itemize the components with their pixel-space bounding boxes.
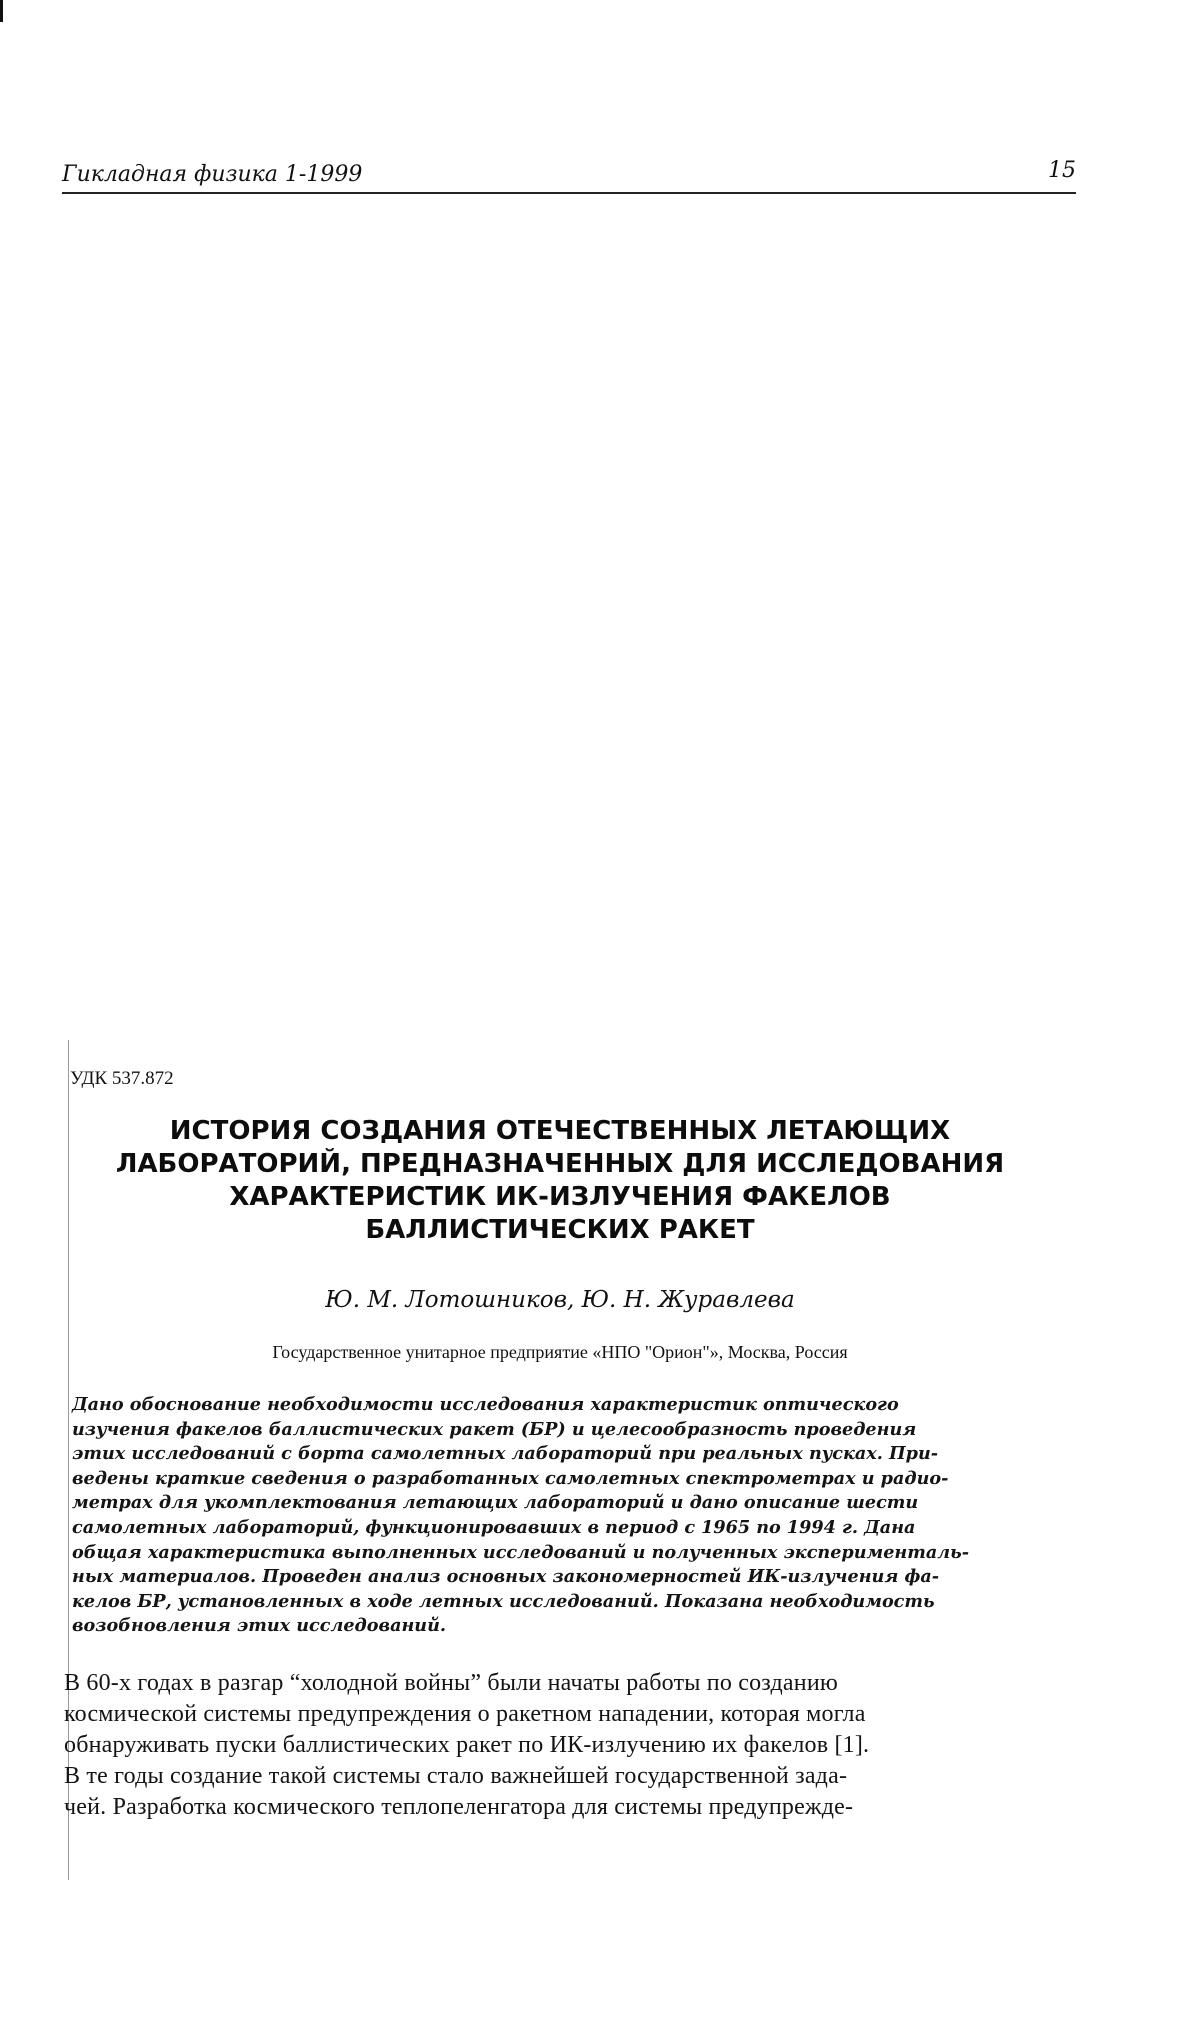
abstract-line: общая характеристика выполненных исследований и полученных эксперименталь- — [72, 1541, 970, 1563]
page-number: 15 — [1048, 158, 1076, 183]
abstract-line: ведены краткие сведения о разработанных самолетных спектрометрах и радио- — [72, 1467, 949, 1489]
author-affiliation: Государственное унитарное предприятие «НПО "Орион"», Москва, Россия — [272, 1342, 848, 1362]
title-line: БАЛЛИСТИЧЕСКИХ РАКЕТ — [365, 1215, 755, 1245]
body-line: обнаруживать пуски баллистических ракет по ИК-излучению их факелов [1]. — [64, 1732, 870, 1758]
body-line: В 60-х годах в разгар “холодной войны” были начаты работы по созданию — [64, 1670, 839, 1696]
abstract-line: Дано обоснование необходимости исследования характеристик оптического — [72, 1394, 899, 1415]
running-header — [62, 158, 1076, 194]
body-line: В те годы создание такой системы стало важнейшей государственной зада- — [64, 1763, 848, 1789]
title-line: ЛАБОРАТОРИЙ, ПРЕДНАЗНАЧЕННЫХ ДЛЯ ИССЛЕДОВАНИЯ — [115, 1149, 1005, 1179]
abstract-line: изучения факелов баллистических ракет (БР) и целесообразность проведения — [72, 1418, 917, 1440]
body-line: чей. Разработка космического теплопеленгатора для системы предупрежде- — [64, 1794, 854, 1820]
udc-code: УДК 537.872 — [70, 1068, 174, 1089]
scan-edge-mark — [0, 0, 3, 22]
body-line: космической системы предупреждения о ракетном нападении, которая могла — [64, 1701, 866, 1727]
abstract-line: метрах для укомплектования летающих лабораторий и дано описание шести — [72, 1492, 919, 1514]
article-authors: Ю. М. Лотошников, Ю. Н. Журавлева — [325, 1287, 795, 1313]
abstract-line: самолетных лабораторий, функционировавших в период с 1965 по 1994 г. Дана — [72, 1516, 916, 1538]
abstract-line: этих исследований с борта самолетных лабораторий при реальных пусках. При- — [72, 1443, 939, 1465]
abstract-line: возобновления этих исследований. — [72, 1615, 447, 1637]
article-abstract — [72, 1393, 1064, 1639]
abstract-line: келов БР, установленных в ходе летных исследований. Показана необходимость — [72, 1590, 935, 1612]
body-paragraph — [64, 1668, 1064, 1823]
abstract-line: ных материалов. Проведен анализ основных закономерностей ИК-излучения фа- — [72, 1566, 940, 1588]
article-title — [60, 1115, 1060, 1247]
title-line: ИСТОРИЯ СОЗДАНИЯ ОТЕЧЕСТВЕННЫХ ЛЕТАЮЩИХ — [169, 1116, 951, 1146]
title-line: ХАРАКТЕРИСТИК ИК-ИЗЛУЧЕНИЯ ФАКЕЛОВ — [229, 1182, 891, 1212]
journal-name: Гикладная физика 1-1999 — [62, 162, 363, 187]
